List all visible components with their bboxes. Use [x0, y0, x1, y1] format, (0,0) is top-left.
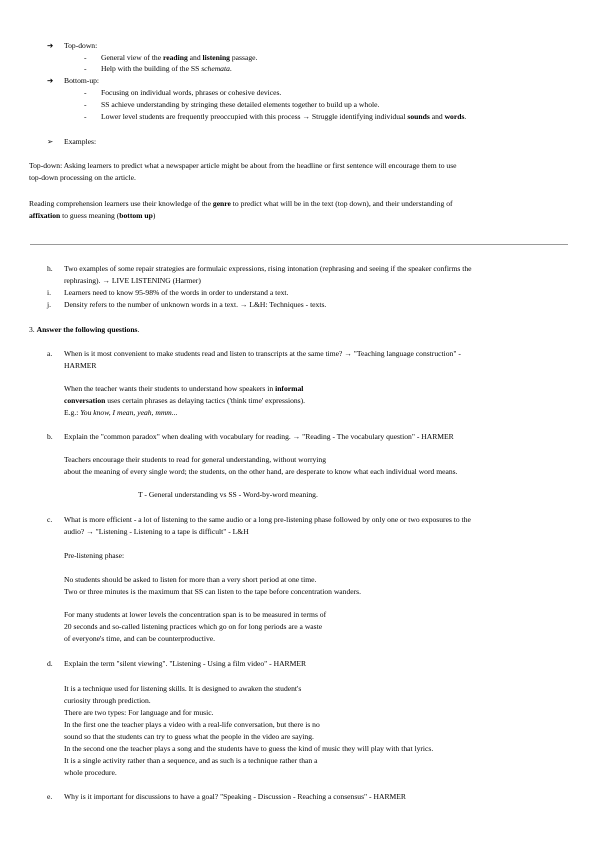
list-marker: i. — [47, 288, 52, 297]
answer-b-line: Teachers encourage their students to read for general understanding, without worrying — [64, 455, 326, 464]
dash: - — [84, 64, 87, 73]
list-marker: j. — [47, 300, 52, 309]
question-c-cont: audio? → "Listening - Listening to a tape is difficult" - L&H — [64, 527, 249, 536]
answer-d-line: In the second one the teacher plays a song and the students have to guess the kind of music they will play with that lyrics. — [64, 744, 434, 753]
sub-bullet-general-view: General view of the reading and listening passage. — [101, 53, 258, 62]
list-marker: a. — [47, 349, 53, 358]
sub-bullet-lower-level: Lower level students are frequently preoccupied with this process → Struggle identifying individual sounds and words. — [101, 112, 467, 121]
question-e: Why is it important for discussions to have a goal? "Speaking - Discussion - Reaching a consensus" - HARMER — [64, 792, 406, 801]
answer-c-line: No students should be asked to listen for more than a very short period at one time. — [64, 575, 317, 584]
bullet-label-bottom-up: Bottom-up: — [64, 76, 100, 85]
list-marker: d. — [47, 659, 53, 668]
list-marker: b. — [47, 432, 53, 441]
answer-d-line: There are two types: For language and for music. — [64, 708, 214, 717]
bullet-arrow-icon: ➔ — [47, 76, 54, 85]
question-d: Explain the term "silent viewing". "Listening - Using a film video" - HARMER — [64, 659, 307, 668]
question-c: What is more efficient - a lot of listening to the same audio or a long pre-listening phase followed by only one or two exposures to the — [64, 515, 471, 524]
section-heading: 3. Answer the following questions. — [29, 325, 140, 334]
dash: - — [84, 53, 87, 62]
list-marker: h. — [47, 264, 53, 273]
list-item-i: Learners need to know 95-98% of the words in order to understand a text. — [64, 288, 289, 297]
answer-d-line: whole procedure. — [64, 768, 117, 777]
sub-bullet-focusing: Focusing on individual words, phrases or cohesive devices. — [101, 88, 282, 97]
dash: - — [84, 88, 87, 97]
answer-a-example: E.g.: You know, I mean, yeah, mmm... — [64, 408, 178, 417]
list-item-h: Two examples of some repair strategies are formulaic expressions, rising intonation (rephrasing and seeing if the speaker confirms the — [64, 264, 472, 273]
answer-d-line: In the first one the teacher plays a video with a real-life conversation, but there is no — [64, 720, 320, 729]
answer-b-summary: T - General understanding vs SS - Word-by-word meaning. — [138, 490, 318, 499]
answer-c-line: Two or three minutes is the maximum that SS can listen to the tape before concentration wanders. — [64, 587, 362, 596]
answer-d-line: It is a single activity rather than a sequence, and as such is a technique rather than a — [64, 756, 318, 765]
paragraph-line: affixation to guess meaning (bottom up) — [29, 211, 156, 220]
answer-c-line: 20 seconds and so-called listening practices which go on for long periods are a waste — [64, 622, 323, 631]
answer-d-line: It is a technique used for listening skills. It is designed to awaken the student's — [64, 684, 302, 693]
dash: - — [84, 112, 87, 121]
question-a-cont: HARMER — [64, 361, 97, 370]
question-a: When is it most convenient to make students read and listen to transcripts at the same time? → "Teaching language construction" - — [64, 349, 461, 358]
answer-c-line: of everyone's time, and can be counterproductive. — [64, 634, 216, 643]
answer-a-line: conversation uses certain phrases as delaying tactics ('think time' expressions). — [64, 396, 306, 405]
paragraph-line: Reading comprehension learners use their knowledge of the genre to predict what will be in the text (top down), and their understanding of — [29, 199, 453, 208]
bullet-arrow-icon: ➔ — [47, 41, 54, 50]
sub-bullet-schemata: Help with the building of the SS schemata. — [101, 64, 232, 73]
question-b: Explain the "common paradox" when dealing with vocabulary for reading. → "Reading - The vocabulary question" - HARMER — [64, 432, 454, 441]
bullet-label-top-down: Top-down: — [64, 41, 98, 50]
answer-a-line: When the teacher wants their students to understand how speakers in informal — [64, 384, 304, 393]
horizontal-divider — [30, 244, 568, 245]
answer-d-line: sound so that the students can try to guess what the people in the video are saying. — [64, 732, 314, 741]
answer-c-line: For many students at lower levels the concentration span is to be measured in terms of — [64, 610, 327, 619]
paragraph-line: Top-down: Asking learners to predict what a newspaper article might be about from the headline or first sentence will encourage them to use — [29, 161, 457, 170]
dash: - — [84, 100, 87, 109]
answer-c-heading: Pre-listening phase: — [64, 551, 125, 560]
examples-label: Examples: — [64, 137, 97, 146]
paragraph-line: top-down processing on the article. — [29, 173, 136, 182]
list-marker: c. — [47, 515, 53, 524]
list-item-h-cont: rephrasing). → LIVE LISTENING (Harmer) — [64, 276, 201, 285]
list-marker: e. — [47, 792, 53, 801]
answer-b-line: about the meaning of every single word; the students, on the other hand, are desperate to know what each individual word means. — [64, 467, 458, 476]
list-item-j: Density refers to the number of unknown words in a text. → L&H: Techniques - texts. — [64, 300, 327, 309]
bullet-arrowhead-icon: ➢ — [47, 137, 54, 146]
sub-bullet-stringing: SS achieve understanding by stringing these detailed elements together to build up a whole. — [101, 100, 380, 109]
answer-d-line: curiosity through prediction. — [64, 696, 151, 705]
